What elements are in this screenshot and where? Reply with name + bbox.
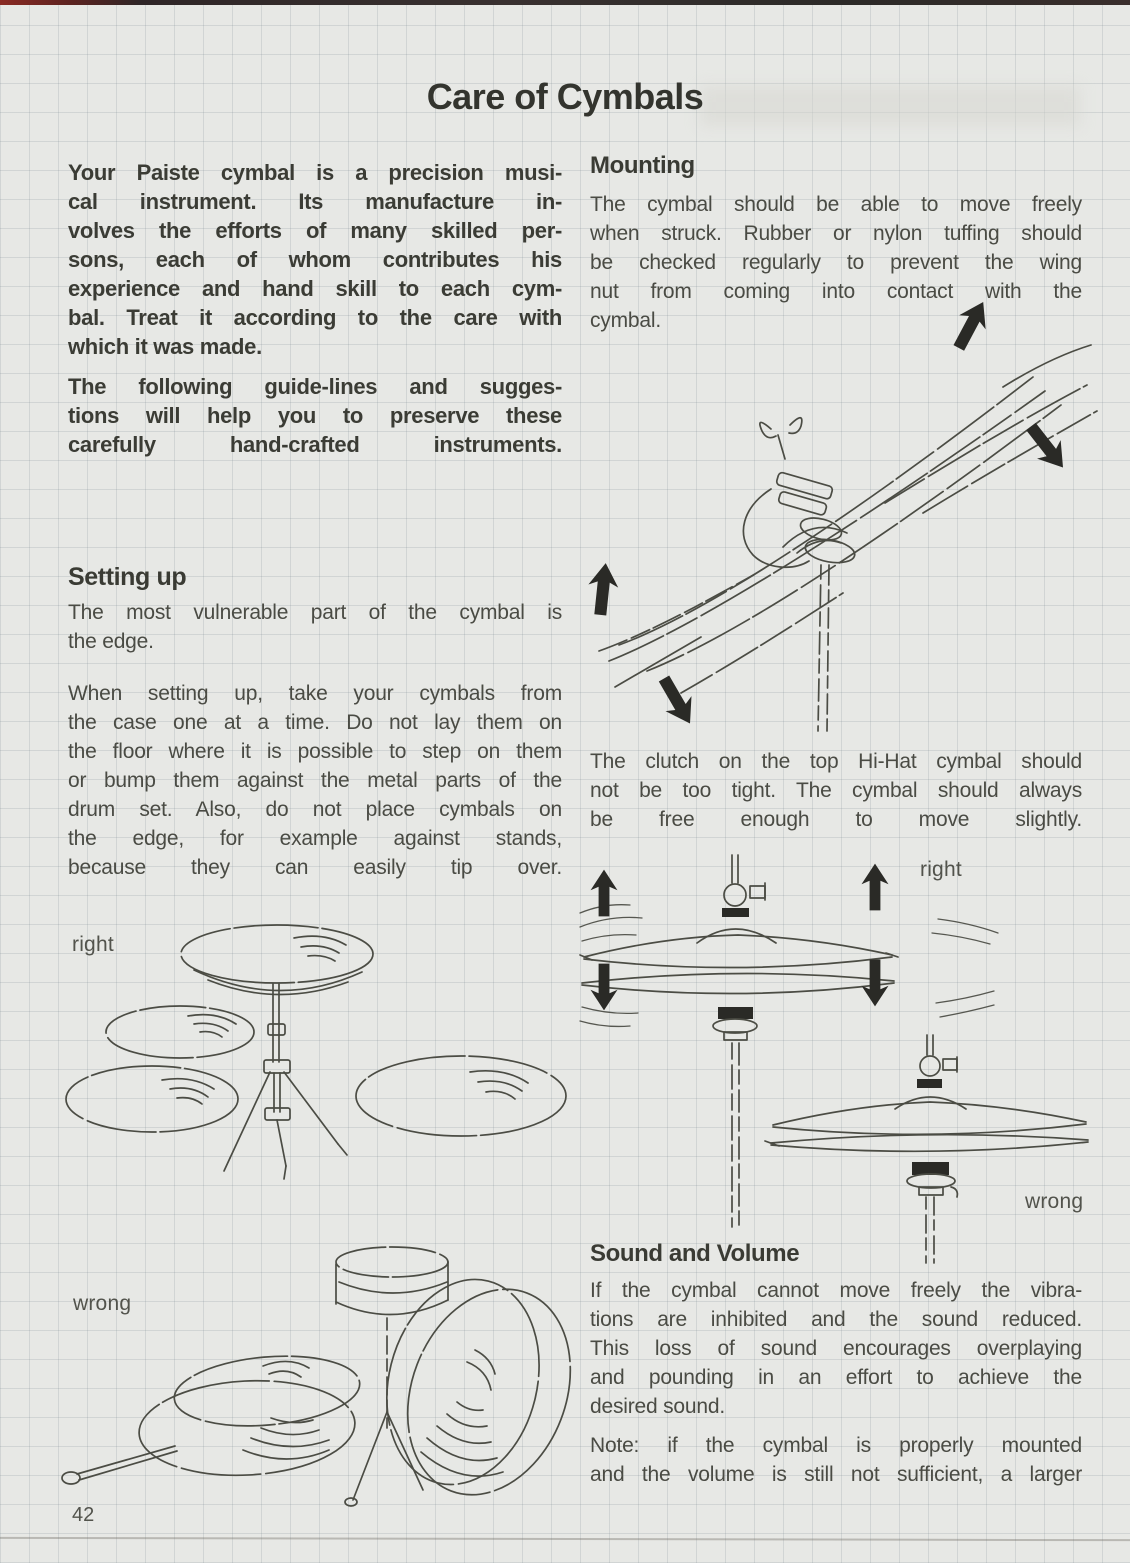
setup-wrong-label: wrong xyxy=(73,1292,132,1315)
setting-up-paragraph-2: When setting up, take your cymbals from the case one at a time. Do not lay them on the floor where it is possible to step on them or bump them against the metal parts of the drum set. Also, do not place cymbals on the edge, for example against stands, because they can easily tip over. xyxy=(68,682,562,879)
floor-cymbal-large xyxy=(356,1056,566,1136)
cymbals-stacked-drawing xyxy=(55,1242,585,1527)
cymbal-edge-sketch xyxy=(599,345,1097,693)
intro-paragraph-1: Your Paiste cymbal is a precision musi- cal instrument. Its manufacture in- volves the efforts of many skilled per- sons, each of whom contributes his experience and hand skill to each cym- bal. Treat it according to the care with which it was made. xyxy=(68,160,562,359)
setting-up-heading: Setting up xyxy=(68,563,187,591)
setting-up-paragraph-1: The most vulnerable part of the cymbal is the edge. xyxy=(68,601,562,653)
up-arrow-icon xyxy=(591,870,618,917)
tripod-legs xyxy=(224,1072,347,1179)
scan-edge-bottom xyxy=(0,1537,1130,1541)
floor-cymbal-small xyxy=(106,1006,254,1058)
hihat-clutch xyxy=(917,1035,957,1088)
mounting-illustration xyxy=(585,295,1130,735)
tilted-cymbal-drawing xyxy=(585,295,1130,735)
setup-right-illustration xyxy=(58,912,585,1245)
hihat-cymbals xyxy=(580,929,898,994)
setup-right-label: right xyxy=(72,933,114,956)
hihat-clamp-and-rod xyxy=(907,1162,957,1263)
down-arrow-icon xyxy=(862,960,889,1007)
setup-wrong-illustration xyxy=(55,1242,585,1527)
cymbals-on-floor-drawing xyxy=(58,912,585,1245)
floor-cymbal-medium xyxy=(66,1066,238,1132)
page-number: 42 xyxy=(72,1504,95,1526)
hihat-wrong-illustration xyxy=(745,1035,1095,1270)
mounting-heading: Mounting xyxy=(590,152,695,179)
tight-hihat-drawing xyxy=(745,1035,1095,1270)
hihat-right-label: right xyxy=(920,858,962,881)
scan-edge-top xyxy=(0,0,1130,5)
leaning-cymbals xyxy=(366,1263,599,1518)
up-arrow-icon xyxy=(585,562,620,617)
down-arrow-icon xyxy=(651,671,703,731)
up-arrow-icon xyxy=(862,864,889,911)
sound-paragraph-1: If the cymbal cannot move freely the vibra- tions are inhibited and the sound reduced. This loss of sound encourages overplaying and pounding in an effort to achieve the desired sound. xyxy=(590,1279,1082,1418)
stacked-cymbals xyxy=(137,1349,363,1481)
down-arrow-icon xyxy=(1019,417,1075,476)
drum-on-stand xyxy=(336,1247,448,1506)
hihat-clutch xyxy=(722,855,765,917)
mounting-paragraph: The cymbal should be able to move freely when struck. Rubber or nylon tuffing should be checked regularly to prevent the wing nut from coming into contact with the cymbal. xyxy=(590,193,1082,332)
clutch-paragraph: The clutch on the top Hi-Hat cymbal should not be too tight. The cymbal should always be free enough to move slightly. xyxy=(590,750,1082,831)
sound-and-volume-heading: Sound and Volume xyxy=(590,1240,800,1267)
up-arrow-icon xyxy=(946,295,997,355)
cymbal-on-stand xyxy=(181,925,373,1179)
drumstick xyxy=(62,1446,177,1484)
hihat-cymbals xyxy=(765,1097,1088,1151)
sound-paragraph-2: Note: if the cymbal is properly mounted and the volume is still not sufficient, a larger xyxy=(590,1434,1082,1486)
cymbal-stand-tilter xyxy=(743,418,856,731)
page-title: Care of Cymbals xyxy=(426,76,704,117)
hihat-wrong-label: wrong xyxy=(1025,1190,1084,1213)
intro-paragraph-2: The following guide-lines and sugges- tions will help you to preserve these carefully hand-crafted instruments. xyxy=(68,374,562,457)
